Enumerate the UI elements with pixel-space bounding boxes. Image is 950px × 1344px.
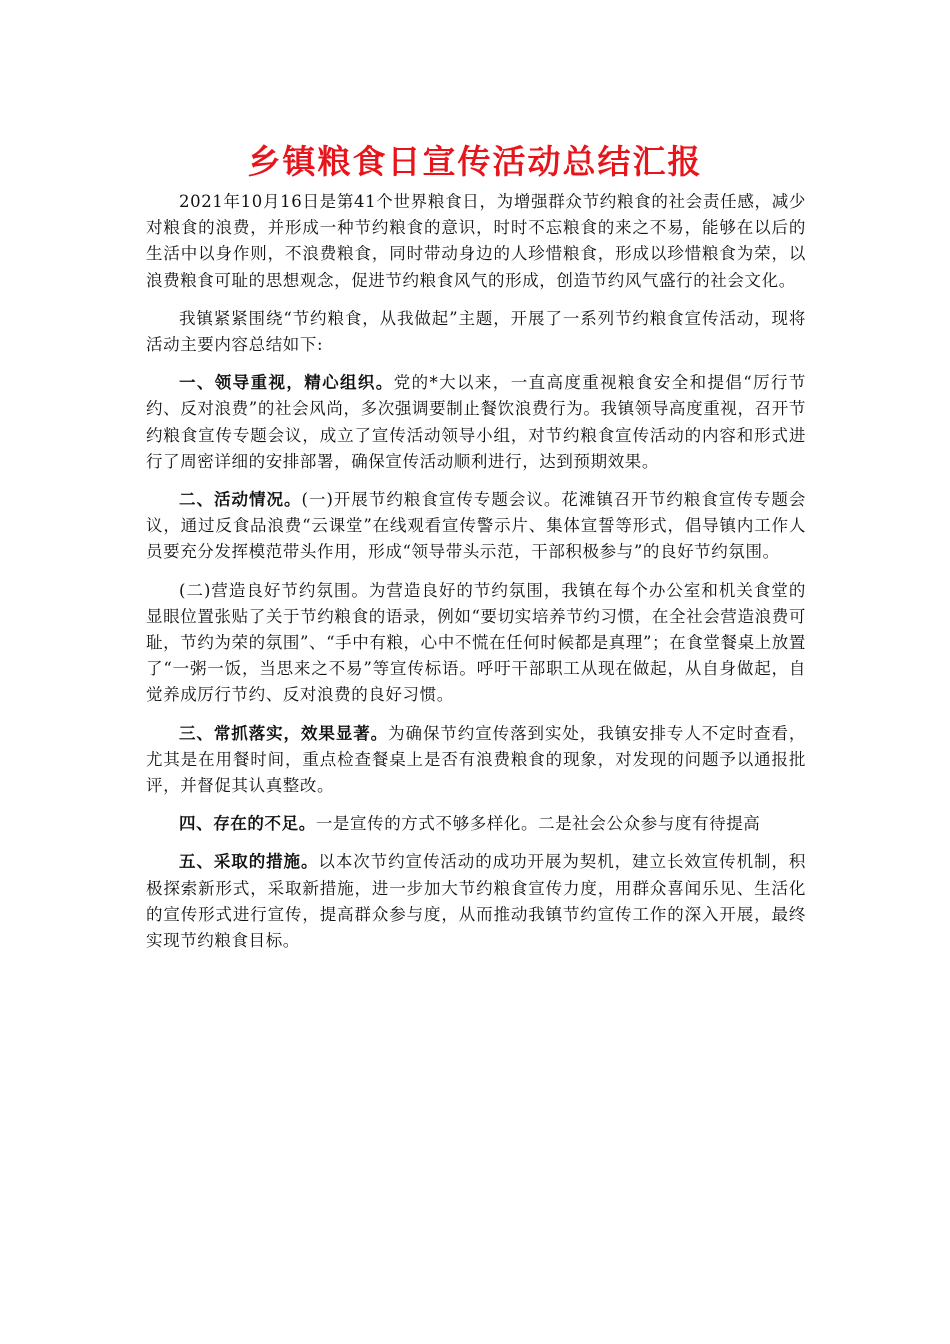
document-title: 乡镇粮食日宣传活动总结汇报	[247, 142, 703, 181]
paragraph-atmosphere	[146, 578, 806, 709]
section-shortcomings	[146, 811, 806, 837]
paragraph-text: 一是宣传的方式不够多样化。二是社会公众参与度有待提高	[315, 814, 761, 834]
paragraph-intro	[146, 189, 806, 294]
section-heading: 三、常抓落实，效果显著。	[179, 723, 389, 743]
section-heading: 四、存在的不足。	[179, 814, 316, 834]
paragraph-text: 党的*大以来，一直高度重视粮食安全和提倡“厉行节约、反对浪费”的社会风尚，多次强调要制止餐饮浪费行为。我镇领导高度重视，召开节约粮食宣传专题会议，成立了宣传活动领导小组，对节约粮食宣传活动的内容和形式进行了周密详细的安排部署，确保宣传活动顺利进行，达到预期效果。	[146, 373, 806, 471]
paragraph-text: (二)营造良好节约氛围。为营造良好的节约氛围，我镇在每个办公室和机关食堂的显眼位置张贴了关于节约粮食的语录，例如“要切实培养节约习惯，在全社会营造浪费可耻，节约为荣的氛围”、“手中有粮，心中不慌在任何时候都是真理”；在食堂餐桌上放置了“一粥一饭，当思来之不易”等宣传标语。呼吁干部职工从现在做起，从自身做起，自觉养成厉行节约、反对浪费的良好习惯。	[146, 580, 806, 705]
section-activities	[146, 487, 806, 566]
section-leadership	[146, 370, 806, 475]
paragraph-text: 以本次节约宣传活动的成功开展为契机，建立长效宣传机制，积极探索新形式，采取新措施，进一步加大节约粮食宣传力度，用群众喜闻乐见、生活化的宣传形式进行宣传，提高群众参与度，从而推动我镇节约宣传工作的深入开展，最终实现节约粮食目标。	[146, 852, 806, 951]
section-heading: 二、活动情况。	[179, 490, 302, 510]
section-measures	[146, 849, 806, 954]
document-body	[146, 189, 806, 966]
section-heading: 五、采取的措施。	[179, 852, 319, 872]
paragraph-text: 我镇紧紧围绕“节约粮食，从我做起”主题，开展了一系列节约粮食宣传活动，现将活动主要内容总结如下:	[146, 308, 806, 355]
paragraph-text: 为确保节约宣传落到实处，我镇安排专人不定时查看，尤其是在用餐时间，重点检查餐桌上是否有浪费粮食的现象，对发现的问题予以通报批评，并督促其认真整改。	[146, 723, 806, 796]
section-implementation	[146, 721, 806, 800]
paragraph-text: (一)开展节约粮食宣传专题会议。花滩镇召开节约粮食宣传专题会议，通过反食品浪费“云课堂”在线观看宣传警示片、集体宣誓等形式，倡导镇内工作人员要充分发挥模范带头作用，形成“领导带头示范，干部积极参与”的良好节约氛围。	[146, 490, 807, 562]
paragraph-overview	[146, 306, 806, 358]
section-heading: 一、领导重视，精心组织。	[179, 373, 394, 393]
paragraph-text: 2021年10月16日是第41个世界粮食日，为增强群众节约粮食的社会责任感，减少对粮食的浪费，并形成一种节约粮食的意识，时时不忘粮食的来之不易，能够在以后的生活中以身作则，不浪费粮食，同时带动身边的人珍惜粮食，形成以珍惜粮食为荣，以浪费粮食可耻的思想观念，促进节约粮食风气的形成，创造节约风气盛行的社会文化。	[146, 192, 806, 290]
